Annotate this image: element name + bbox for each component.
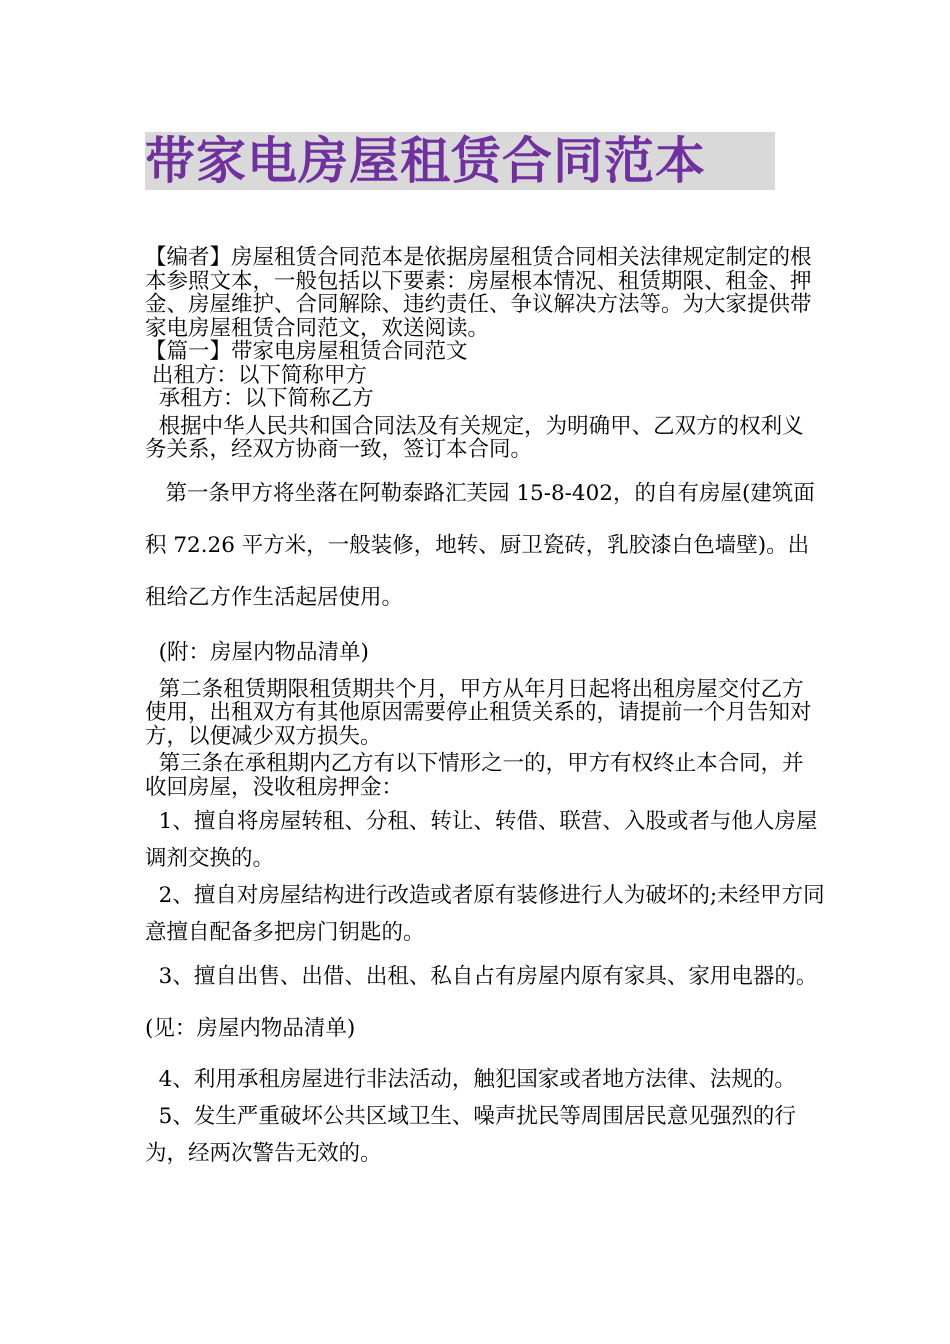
document-body (145, 246, 825, 1172)
clause-item-4: 4、利用承租房屋进行非法活动，触犯国家或者地方法律、法规的。 (145, 1067, 796, 1092)
document-title: 带家电房屋租赁合同范本 (145, 132, 706, 190)
lessee-line: 承租方：以下简称乙方 (145, 386, 374, 411)
attachment-note: (附：房屋内物品清单) (145, 639, 369, 665)
clause-item-5: 5、发生严重破坏公共区域卫生、噪声扰民等周围居民意见强烈的行为，经两次警告无效的。 (145, 1104, 796, 1166)
article-one-paragraph: 第一条甲方将坐落在阿勒泰路汇芙园 15-8-402，的自有房屋(建筑面积 72.26 平方米，一般装修，地转、厨卫瓷砖，乳胶漆白色墙壁)。出租给乙方作生活起居使用。 (145, 480, 815, 610)
preamble-paragraph: 根据中华人民共和国合同法及有关规定，为明确甲、乙双方的权利义务关系，经双方协商一致，签订本合同。 (145, 413, 804, 462)
clause-item-2: 2、擅自对房屋结构进行改造或者原有装修进行人为破坏的;未经甲方同意擅自配备多把房门钥匙的。 (145, 883, 825, 945)
lessor-line: 出租方：以下简称甲方 (145, 362, 367, 388)
section-heading: 【篇一】带家电房屋租赁合同范文 (145, 339, 468, 364)
article-two-paragraph: 第二条租赁期限租赁期共个月，甲方从年月日起将出租房屋交付乙方使用，出租双方有其他原因需要停止租赁关系的，请提前一个月告知对方，以便减少双方损失。 (145, 676, 812, 749)
editor-note-paragraph: 【编者】房屋租赁合同范本是依据房屋租赁合同相关法律规定制定的根本参照文本，一般包括以下要素：房屋根本情况、租赁期限、租金、押金、房屋维护、合同解除、违约责任、争议解决方法等。为大家提供带家电房屋租赁合同范文，欢送阅读。 (145, 245, 812, 341)
article-three-paragraph: 第三条在承租期内乙方有以下情形之一的，甲方有权终止本合同，并收回房屋，没收租房押金： (145, 751, 804, 800)
clause-item-1: 1、擅自将房屋转租、分租、转让、转借、联营、入股或者与他人房屋调剂交换的。 (145, 809, 818, 871)
clause-item-3: 3、擅自出售、出借、出租、私自占有房屋内原有家具、家用电器的。(见：房屋内物品清单) (145, 964, 818, 1041)
title-highlight (145, 132, 775, 190)
